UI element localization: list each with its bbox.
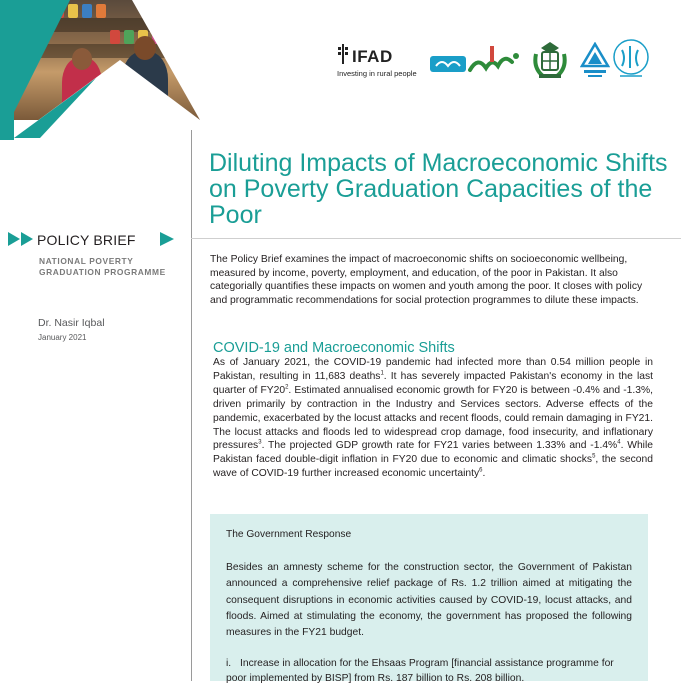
section-text: . Estimated annualised economic growth for FY20 is between -0.4% and -1.3%, driven primarily by contraction in the Industry and Services sectors. Adverse effects of the pandemic, exacerbated by the locust attacks and recent floods, could remain damaging in FY21. The locust attacks and floods led to widespread crop damage, food insecurity, and inflationary pressures	[213, 384, 654, 452]
publication-date: January 2021	[38, 333, 87, 342]
policy-brief-label: POLICY BRIEF	[37, 232, 136, 248]
footnote-ref: 5	[592, 453, 596, 460]
author-name: Dr. Nasir Iqbal	[38, 317, 105, 329]
box-heading: The Government Response	[226, 529, 352, 540]
footnote-ref: 3	[258, 440, 262, 447]
document-title: Diluting Impacts of Macroeconomic Shifts on Poverty Graduation Capacities of the Poor	[209, 149, 668, 229]
ehsaas-logo-icon	[430, 44, 522, 78]
footnote-ref: 4	[617, 440, 621, 447]
section-heading: COVID-19 and Macroeconomic Shifts	[213, 340, 455, 356]
list-item-text: Increase in allocation for the Ehsaas Program [financial assistance programme for poor implemented by BISP] from Rs. 187 billion to Rs. 208 billion.	[226, 658, 614, 684]
section-text: . While Pakistan faced double-digit inflation in FY20 due to economic and climatic shocks	[213, 440, 653, 466]
header-shapes	[0, 0, 200, 140]
box-paragraph: Besides an amnesty scheme for the construction sector, the Government of Pakistan announced a comprehensive relief package of Rs. 1.2 trillion aimed at mitigating the consequent disruptions in economic activities caused by COVID-19, locust attacks, and floods. Aimed at stimulating the economy, the government has proposed the following measures in the FY21 budget.	[226, 562, 632, 639]
section-text: As of January 2021, the COVID-19 pandemic had infected more than 0.54 million people in Pakistan, resulting in 11,683 deaths	[213, 357, 653, 382]
section-paragraph	[213, 356, 653, 481]
footnote-ref: 6	[479, 467, 483, 474]
list-item-number: i.	[226, 658, 232, 669]
programme-name: NATIONAL POVERTY GRADUATION PROGRAMME	[39, 256, 166, 277]
footnote-ref: 2	[285, 384, 289, 391]
ifad-wheat-icon	[337, 44, 349, 64]
intro-paragraph: The Policy Brief examines the impact of macroeconomic shifts on socioeconomic wellbeing, measured by income, poverty, employment, and education, of the poor in Pakistan. It also categorially quantifies these impacts on women and youth among the poor. It closes with policy and programmatic recommendations for social protection programmes to dilute these impacts.	[210, 254, 643, 306]
list-item	[226, 656, 632, 686]
section-text: , the second wave of COVID-19 further increased economic uncertainty	[213, 454, 653, 480]
bisp-logo-icon	[580, 42, 610, 80]
ifad-logo: IFAD	[352, 47, 393, 66]
ifad-tagline: Investing in rural people	[337, 69, 417, 78]
title-divider	[191, 238, 681, 239]
section-text: . It has severely impacted Pakistan's economy in the last quarter of FY20	[213, 370, 653, 396]
arrow-right-icon	[160, 232, 176, 246]
double-arrow-icon	[8, 232, 36, 246]
pakistan-emblem-icon	[531, 40, 569, 80]
section-text: . The projected GDP growth rate for FY21 varies between 1.33% and -1.4%	[261, 440, 618, 452]
footnote-ref: 1	[380, 370, 384, 377]
poverty-alleviation-logo-icon	[612, 38, 650, 80]
column-divider	[191, 130, 192, 681]
section-text: .	[482, 468, 486, 480]
